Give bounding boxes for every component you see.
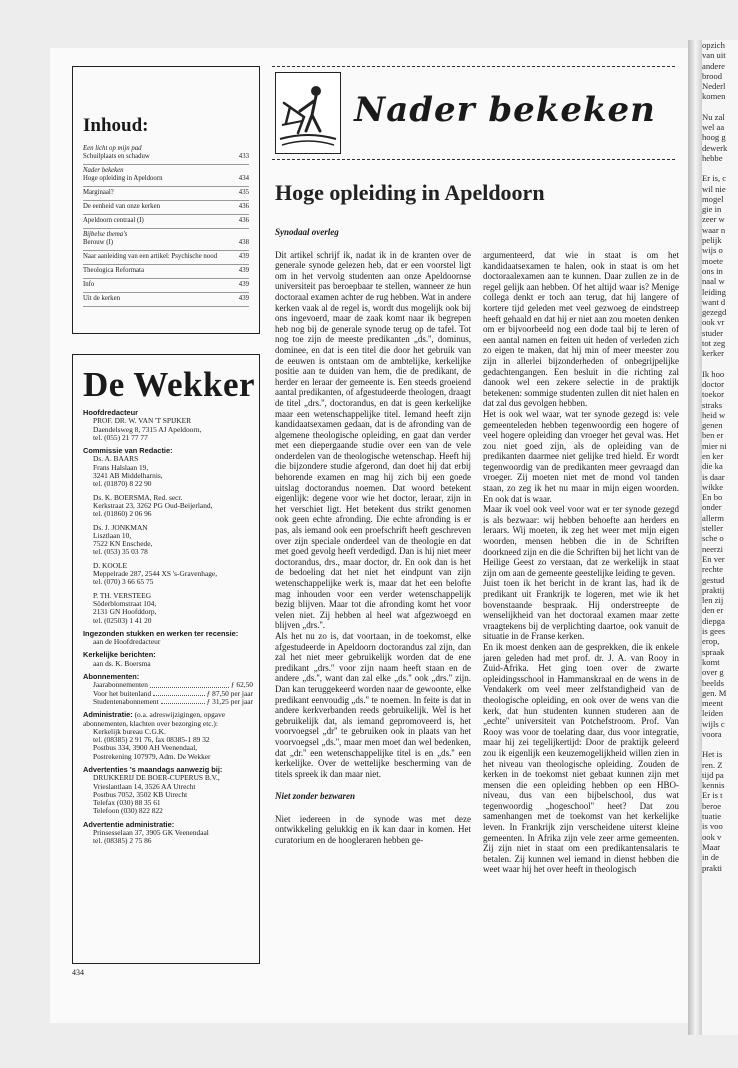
- toc-entry: [83, 187, 249, 201]
- advertising-line: Telefax (030) 88 35 61: [93, 798, 161, 808]
- next-page-line: wikke: [702, 481, 724, 492]
- dot-leader: [153, 690, 204, 696]
- toc-entry-text: [83, 267, 229, 275]
- next-page-line: tot zeg: [702, 338, 726, 349]
- submissions-label: Ingezonden stukken en werken ter recensie:: [83, 628, 239, 638]
- subscription-row: [93, 698, 253, 706]
- toc-entry: [83, 165, 249, 187]
- committee-member: [93, 494, 253, 519]
- administration-line: Kerkelijk bureau C.G.K.: [93, 726, 166, 736]
- toc-entry: [83, 293, 249, 307]
- paragraph: Juist toen ik het bericht in de krant las, had ik de predikant uit Frankrijk te logeren, met wie ik het bovenstaande bespraak. Hij onderstreepte de wenselijkheid van het doctoraal examen maar zette vraagtekens bij de verplichting daartoe, ook vanuit de situatie in de Franse kerken.: [483, 578, 679, 642]
- member-line: tel. (01870) 8 22 90: [93, 479, 152, 489]
- toc-entry-text: [83, 203, 229, 211]
- next-page-line: andere: [702, 60, 725, 71]
- next-page-line: hebbe: [702, 152, 723, 163]
- advertising-line: Postbus 7052, 3502 KB Utrecht: [93, 789, 188, 799]
- advertising-label: Advertenties 's maandags aanwezig bij:: [83, 764, 223, 774]
- paragraph-gap: [702, 163, 738, 173]
- editor-line: PROF. DR. W. VAN 'T SPIJKER: [93, 416, 192, 426]
- member-line: 2131 GN Hoofddorp,: [93, 607, 157, 617]
- next-page-line: sche o: [702, 533, 724, 544]
- colophon-box: [72, 354, 260, 964]
- paragraph: Het is ook wel waar, wat ter synode gezegd is: vele gemeenteleden hebben tegenwoordig een hogere of veel hogere opleiding dan vroeger het geval was. Het zou niet goed zijn, als de opleiding van de predikanten daarmee niet gelijke tred hield. Er wordt tegenwoordig van de predikanten meer gevraagd dan vroeger. Zij moeten niet met de mond vol tanden staan, zo zeg ik het nu maar in mijn eigen woorden. En ook dat is waar.: [483, 408, 679, 504]
- advertising-line: Vrieslantlaan 14, 3526 AA Utrecht: [93, 781, 196, 791]
- toc-entry-title: Hoge opleiding in Apeldoorn: [83, 175, 163, 182]
- subscription-label: Jaarabonnementen: [93, 680, 148, 690]
- article-column-2: [483, 250, 679, 875]
- next-page-line: neerzi: [702, 543, 723, 554]
- next-page-line: hoog g: [702, 132, 726, 143]
- next-page-line: len zij: [702, 595, 724, 606]
- next-page-line: leiding: [702, 286, 726, 297]
- paragraph: Dit artikel schrijf ik, nadat ik in de kranten over de generale synode gelezen heb, dat er een voorstel ligt om in het vervolg studenten aan onze Apeldoornse universiteit pas beroepbaar te stellen, wanneer ze hun doctoraal examen achter de rug hebben. Wat in andere kerken vaak al de regel is, wordt dus mogelijk ook bij ons ingevoerd, maar de zaak komt naar ik begrepen heb nog bij de generale synode terug op de tafel. Tot nog toe zijn de meeste predikanten „ds.'', dominus, dominee, en dat is een titel die door het gebruik van de eeuwen is ontstaan om de ambtelijke, kerkelijke positie aan te duiden van hem, die de predikant, de herder en leraar der gemeente is. Een steeds groeiend aantal predikanten, of afgestudeerde theologen, draagt de titel „drs.'', doctorandus, en dat is geen kerkelijke maar een wetenschappelijke titel. Iemand heeft zijn kandidaatsexamen gedaan, dat is de afronding van de algemene theologische opleiding, en gaat dan verder met een diepergaande studie over een van de vele onderdelen van de theologische wetenschap. Heeft hij die bijzondere studie afgerond, dan doet hij dat erbij behorende examen en mag hij zich bij een goede uitslag doctorandus noemen. Dat woord betekent eigenlijk: degene voor wie het doctor, leraar, zijn in het verschiet ligt. Het betekent dus strikt genomen ook geen echte afronding. Die echte afronding is er pas, als iemand ook een proefschrift heeft geschreven over zijn speciale onderdeel van de theologie en dat met goed gevolg heeft verdedigd. Dan is hij niet meer doctorandus, drs., maar doctor, dr. En ook dan is het de bedoeling dat het niet het eindpunt van zijn wetenschappelijke werk is, maar dat het een belofte mag inhouden voor een verder wetenschappelijk bezig blijven. Maar tot die afronding komt het voor velen niet. Zij hebben al heel wat afgezwoegd en blijven „drs.''.: [275, 249, 471, 631]
- next-page-line: van uit: [702, 50, 726, 61]
- next-page-line: mogel: [702, 193, 724, 204]
- ad-admin-line: Prinsesselaan 37, 3905 GK Veenendaal: [93, 828, 209, 838]
- toc-entry-text: [83, 253, 229, 261]
- next-page-line: voora: [702, 729, 722, 739]
- next-page-edge: [702, 40, 738, 1035]
- next-page-line: moete: [702, 255, 723, 266]
- paragraph-gap: [702, 359, 738, 369]
- toc-entry-page: 436: [238, 217, 249, 224]
- member-line: tel. (053) 35 03 78: [93, 547, 148, 557]
- article-column-1: [275, 227, 471, 846]
- toc-entry-text: [83, 295, 229, 303]
- toc-title: Inhoud:: [83, 115, 149, 136]
- next-page-line: toekor: [702, 389, 724, 400]
- toc-entry: [83, 143, 249, 165]
- toc-entry-page: 438: [238, 239, 249, 246]
- toc-entry-title: Schuilplaats en schaduw: [83, 153, 150, 160]
- toc-entry-page: 435: [238, 189, 249, 196]
- ad-admin-line: tel. (08385) 2 75 86: [93, 836, 152, 846]
- administration-line: tel. (08385) 2 91 76, fax 08385-1 89 32: [93, 735, 210, 745]
- ad-admin-label: Advertentie administratie:: [83, 819, 175, 829]
- paragraph: Maar ik voel ook veel voor wat er ter synode gezegd is als bezwaar: wij hebben behoefte aan herders en leraars. Wij moeten, ik zeg het weer met mijn eigen woorden, mensen hebben die in de Schriften doorkneed zijn en die die Schriften bij het licht van de Heilige Geest zo verstaan, dat ze werkelijk in staat zijn om aan de gemeente geestelijke leiding te geven.: [483, 504, 679, 578]
- next-page-line: ben er: [702, 430, 724, 441]
- editor-label: Hoofdredacteur: [83, 408, 139, 417]
- toc-entry-title: Marginaal?: [83, 189, 114, 196]
- next-page-line: Nu zal: [702, 111, 725, 122]
- next-page-line: leiden: [702, 708, 723, 719]
- dot-leader: [150, 681, 229, 687]
- next-page-line: die ka: [702, 461, 723, 472]
- advertising-info: [83, 774, 253, 815]
- next-page-line: Ik hoo: [702, 368, 725, 379]
- next-page-line: onder: [702, 502, 722, 513]
- next-page-line: Er is t: [702, 790, 723, 801]
- subheading: Synodaal overleg: [275, 227, 339, 237]
- toc-entry-title: Berouw (I): [83, 239, 114, 246]
- toc-entry-series: Nader bekeken: [83, 167, 124, 174]
- next-page-line: En bo: [702, 492, 723, 503]
- toc-entry-title: Uit de kerken: [83, 295, 120, 302]
- book-gutter: [688, 40, 702, 1035]
- next-page-line: wijs o: [702, 245, 723, 256]
- next-page-line: gen. M: [702, 687, 727, 698]
- next-page-line: beelds: [702, 677, 724, 688]
- administration-label: Administratie:: [83, 710, 133, 720]
- next-page-line: is gees: [702, 626, 726, 637]
- next-page-line: gezegd: [702, 307, 727, 318]
- committee-member: [93, 524, 253, 557]
- toc-entry-page: 439: [238, 281, 249, 288]
- next-page-line: steller: [702, 523, 723, 534]
- ploughman-icon: [275, 72, 341, 154]
- member-line: Ds. A. BAARS: [93, 454, 139, 464]
- administration-line: Postrekening 107979, Adm. De Wekker: [93, 751, 211, 761]
- toc-entry-page: 439: [238, 253, 249, 260]
- next-page-line: den er: [702, 605, 724, 616]
- next-page-line: want d: [702, 296, 726, 307]
- member-line: tel. (02503) 1 41 20: [93, 615, 152, 625]
- next-page-line: meent: [702, 698, 723, 709]
- next-page-line: ook v: [702, 831, 722, 842]
- next-page-line: ren. Z: [702, 759, 723, 770]
- toc-entry-text: [83, 189, 229, 197]
- committee-member: [93, 592, 253, 625]
- toc-entry-title: Info: [83, 281, 95, 288]
- paragraph: argumenteerd, dat wie in staat is om het kandidaatsexamen te halen, ook in staat is om het doctoraalexamen aan te kunnen. Daar zullen ze in de regel gelijk aan hebben. Of het altijd waar is? Menige collega denkt er toch aan terug, dat hij langere of kortere tijd geleden met veel gezwoeg de eindstreep heeft gehaald en dat hij er niet aan zou moeten denken om er bijvoorbeeld nog een dode taal bij te leren of een aantal namen en feiten uit heden of verleden zich zo eigen te maken, dat hij min of meer meester zou zijn in allerlei bijzonderheden of onbegrijpelijke gedachtengangen. Een besluit in die richting zal danook wel een zekere selectie in de praktijk betekenen: sommige studenten zullen dit niet halen en dat zal dus gevolgen hebben.: [483, 250, 679, 409]
- next-page-line: opzich: [702, 40, 725, 50]
- next-page-line: kerker: [702, 348, 724, 359]
- toc-entry-page: 433: [238, 153, 249, 160]
- editor-line: tel. (055) 21 77 77: [93, 432, 148, 442]
- next-page-line: heid w: [702, 409, 726, 420]
- next-page-line: Nederl: [702, 81, 726, 92]
- toc-entry-text: [83, 217, 229, 225]
- section-title: Nader bekeken: [354, 90, 656, 130]
- next-page-line: gie in: [702, 204, 722, 215]
- committee-label: Commissie van Redactie:: [83, 446, 173, 456]
- administration-note: (o.a. adreswijzigingen, opgave abonnementen, klachten over bezorging etc.):: [83, 710, 226, 728]
- member-line: Meppelrade 287, 2544 XS 's-Gravenhage,: [93, 569, 218, 579]
- next-page-line: en ker: [702, 450, 724, 461]
- next-page-line: in de: [702, 852, 719, 863]
- next-page-line: over g: [702, 667, 724, 678]
- toc-entry-series: Een licht op mijn pad: [83, 145, 142, 152]
- toc-entry-title: Theologica Reformata: [83, 267, 144, 274]
- subscription-label: Studentenabonnement: [93, 696, 159, 706]
- toc-entry-title: Apeldoorn centraal (I): [83, 217, 144, 224]
- committee-members: [83, 455, 253, 624]
- next-page-line: rechte: [702, 564, 723, 575]
- committee-member: [93, 455, 253, 488]
- next-page-line: komen: [702, 91, 726, 102]
- administration-block: [83, 711, 253, 728]
- paragraph-gap: [702, 739, 738, 749]
- member-line: 3241 AB Middelharnis,: [93, 471, 163, 481]
- member-line: Ds. K. BOERSMA, Red. secr.: [93, 492, 183, 502]
- next-page-line: waar n: [702, 224, 726, 235]
- paragraph-gap: [702, 102, 738, 112]
- member-line: P. TH. VERSTEEG: [93, 590, 152, 600]
- toc-entry-series: Bijbelse thema's: [83, 231, 128, 238]
- committee-member: [93, 562, 253, 587]
- next-page-line: brood: [702, 70, 723, 81]
- next-page-line: Maar: [702, 841, 721, 852]
- member-line: Lisztlaan 10,: [93, 530, 132, 540]
- toc-entry-title: De eenheid van onze kerken: [83, 203, 160, 210]
- next-page-line: ook vr: [702, 317, 725, 328]
- toc-entry-page: 439: [238, 295, 249, 302]
- advertising-line: Telefoon (030) 822 822: [93, 806, 163, 816]
- church-news-value: aan ds. K. Boersma: [93, 658, 151, 668]
- next-page-line: zeer w: [702, 214, 725, 225]
- next-page-line: tijd pa: [702, 769, 724, 780]
- colophon-content: [83, 409, 253, 846]
- administration-line: Postbus 334, 3900 AH Veenendaal,: [93, 743, 198, 753]
- toc-entry: [83, 229, 249, 251]
- subscriptions-label: Abonnementen:: [83, 672, 140, 682]
- ad-admin-info: [83, 829, 253, 846]
- next-page-line: allerm: [702, 512, 724, 523]
- member-line: Ds. J. JONKMAN: [93, 522, 148, 532]
- next-page-line: mier ni: [702, 440, 727, 451]
- member-line: tel. (070) 3 66 65 75: [93, 577, 154, 587]
- next-page-line: doctor: [702, 378, 724, 389]
- toc-entry: [83, 201, 249, 215]
- advertising-line: DRUKKERIJ DE BOER-CUPERUS B.V.,: [93, 773, 220, 783]
- paragraph: Als het nu zo is, dat voortaan, in de toekomst, elke afgestudeerde in Apeldoorn doctorandus zal zijn, dan zal het niet meer gebruikelijk worden dat de ene predikant „drs.'' voor zijn naam heeft staan en de andere „ds.'', want dan zal elke „ds.'' ook „drs.'' zijn. Dan kan teruggekeerd worden naar de gewoonte, elke predikant eenvoudig „ds.'' te noemen. In feite is dat in andere kerkverbanden reeds gebruikelijk. Wel is het gebruikelijk dat, als iemand gepromoveerd is, het voorvoegsel „dr'' te gebruiken ook in plaats van het voorvoegsel „ds.'', maar men moet dan wel bedenken, dat „dr.'' een wetenschappelijke titel is en „ds.'' een kerkelijke. Over de wettelijke bescherming van de titels spreek ik dan maar niet.: [275, 630, 471, 779]
- toc-entry: [83, 251, 249, 265]
- next-page-line: dewerk: [702, 142, 728, 153]
- next-page-line: Er is, c: [702, 173, 727, 184]
- next-page-line: wel aa: [702, 122, 725, 133]
- next-page-line: Het is: [702, 749, 723, 760]
- toc-entry-text: [83, 231, 229, 247]
- next-page-line: diepga: [702, 615, 725, 626]
- article-title: Hoge opleiding in Apeldoorn: [275, 180, 545, 205]
- next-page-line: erop,: [702, 636, 720, 647]
- toc-entry: [83, 279, 249, 293]
- editor-info: [83, 417, 253, 442]
- member-line: 7522 KN Enschede,: [93, 539, 153, 549]
- member-line: Kerkstraat 23, 3262 PG Oud-Beijerland,: [93, 500, 213, 510]
- next-page-line: praktij: [702, 584, 725, 595]
- next-page-line: tuatie: [702, 811, 722, 822]
- subscription-price: ƒ 87,50 per jaar: [206, 688, 253, 698]
- member-line: Söderblomstraat 104,: [93, 598, 157, 608]
- next-page-line: genen: [702, 420, 723, 431]
- dot-leader: [161, 698, 205, 704]
- next-page-line: En ver: [702, 553, 725, 564]
- subscription-price: ƒ 62,50: [230, 680, 253, 690]
- next-page-line: studer: [702, 327, 724, 338]
- toc-entry-page: 439: [238, 267, 249, 274]
- table-of-contents: [72, 66, 260, 334]
- administration-info: [83, 728, 253, 761]
- next-page-line: pelijk: [702, 235, 722, 246]
- toc-entry-page: 436: [238, 203, 249, 210]
- next-page-line: prakti: [702, 862, 723, 873]
- subscription-prices: [83, 681, 253, 706]
- toc-entry-text: [83, 281, 229, 289]
- next-page-line: beroe: [702, 800, 722, 811]
- toc-entry-page: 434: [238, 175, 249, 182]
- paragraph: En ik moest denken aan de gesprekken, die ik enkele jaren geleden had met prof. dr. J. A. van Rooy in Zuid-Afrika. Het ging toen over de zwarte opleidingsschool in Hammanskraal en de wens in de Vendakerk om veel meer zelfstandigheid van de theologische opleiding, en ook over de wens van die kerk, dat hun studenten kunnen studeren aan de „echte'' universiteit van Potchefstroom. Prof. Van Rooy was voor de toelating daar, dus voor integratie, maar hij zei tegelijkertijd: Door de praktijk geleerd zou ik eigenlijk een keuzemogelijkheid willen zien in het niveau van theologische opleiding. Zouden de kerken in de toekomst niet gebaat kunnen zijn met mensen die een opleiding hebben op een HBO-niveau, dus van een bijbelschool, dus wat tegenwoordig „hogeschool'' heet? Dat zou samenhangen met de toekomst van het kerkelijke leven. In Frankrijk zijn verscheidene uiterst kleine gemeenten. In Afrika zijn vele zeer arme gemeenten. Zij zijn niet in staat om een predikantensalaris te betalen. Zij kunnen wel iemand in dienst hebben die weet waar hij het over heeft in theologisch: [483, 641, 679, 875]
- toc-entry-text: [83, 145, 229, 161]
- next-page-line: spraak: [702, 646, 725, 657]
- submissions-value: aan de Hoofdredacteur: [93, 637, 161, 647]
- page-number: 434: [72, 968, 84, 977]
- next-page-line: komt: [702, 656, 720, 667]
- toc-entry: [83, 215, 249, 229]
- toc-entry-title: Naar aanleiding van een artikel: Psychische nood: [83, 253, 218, 260]
- toc-list: [73, 143, 259, 307]
- subscription-price: ƒ 31,25 per jaar: [206, 696, 253, 706]
- editor-line: Daendelsweg 8, 7315 AJ Apeldoorn,: [93, 424, 202, 434]
- paragraph: Niet iedereen in de synode was met deze ontwikkeling gelukkig en ik kan daar in komen. Het curatorium en de hoogleraren hebben ge-: [275, 813, 471, 846]
- next-page-line: naal w: [702, 276, 725, 287]
- next-page-line: kennis: [702, 780, 725, 791]
- next-page-line: is daar: [702, 471, 725, 482]
- subheading: Niet zonder bezwaren: [275, 791, 356, 802]
- subscription-label: Voor het buitenland: [93, 688, 152, 698]
- next-page-line: wil nie: [702, 183, 726, 194]
- magazine-name: De Wekker: [83, 365, 256, 404]
- toc-entry-text: [83, 167, 229, 183]
- next-page-line: is voo: [702, 821, 723, 832]
- member-line: Frans Halslaan 19,: [93, 462, 149, 472]
- member-line: tel. (01860) 2 06 96: [93, 509, 152, 519]
- member-line: D. KOOLE: [93, 560, 128, 570]
- church-news-label: Kerkelijke berichten:: [83, 650, 156, 660]
- next-page-line: wijls c: [702, 718, 725, 729]
- next-page-line: ons in: [702, 265, 723, 276]
- next-page-line: straks: [702, 399, 723, 410]
- toc-entry: [83, 265, 249, 279]
- next-page-line: gestud: [702, 574, 725, 585]
